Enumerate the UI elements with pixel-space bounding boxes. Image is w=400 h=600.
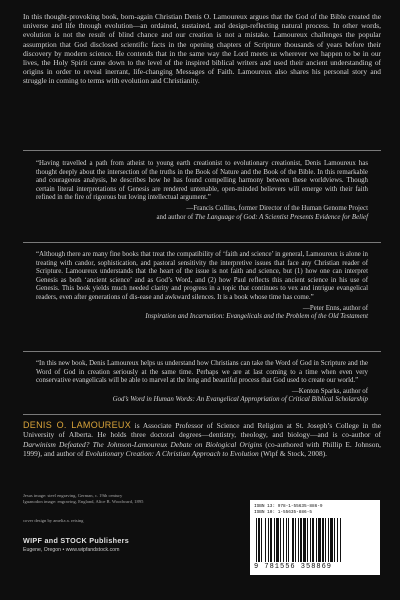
divider — [23, 414, 381, 415]
barcode-digits: 9 781556 358869 — [254, 563, 333, 571]
barcode-bar — [268, 518, 269, 562]
barcode-bar — [330, 518, 333, 562]
barcode-bar — [261, 518, 262, 562]
barcode-bar — [322, 518, 324, 562]
barcode-bar — [270, 518, 272, 562]
barcode-bar — [298, 518, 299, 562]
endorsement-quote — [36, 160, 368, 222]
book-blurb: In this thought-provoking book, born-again Christian Denis O. Lamoureux argues that the God of the Bible created the universe and life through evolution—an ordained, sustained, and design-reflecting natural process. In other words, evolution is not the result of blind chance and our creation is not a mistake. Lamoureux challenges the popular assumption that God disclosed scientific facts in the opening chapters of Scripture thousands of years before their discovery by modern science. He contends that in the same way the Lord meets us wherever we happen to be in our lives, the Holy Spirit came down to the level of the inspired biblical writers and used their ancient understanding of origins in order to reveal inerrant, life-changing Messages of Faith. Lamoureux also shares his personal story and struggle in coming to terms with evolution and Christianity. — [23, 12, 381, 86]
barcode-bar — [256, 518, 257, 562]
bio-book-title: Evolutionary Creation: A Christian Approach to Evolution — [85, 448, 259, 458]
barcode-bar — [276, 518, 279, 562]
quote-author: —Francis Collins, former Director of the Human Genome Project — [186, 204, 368, 212]
quote-attribution — [36, 388, 368, 405]
endorsement-quote — [36, 251, 368, 322]
quote-attribution — [36, 305, 368, 322]
quote-source: Inspiration and Incarnation: Evangelicals and the Problem of the Old Testament — [145, 313, 368, 321]
barcode-bar — [328, 518, 329, 562]
quote-attribution — [36, 205, 368, 222]
barcode-bar — [283, 518, 284, 562]
image-credits — [23, 493, 213, 504]
barcode-bar — [318, 518, 321, 562]
barcode — [250, 500, 380, 575]
quote-author: —Peter Enns, author of — [302, 304, 368, 312]
author-bio — [23, 421, 381, 458]
barcode-bar — [292, 518, 294, 562]
barcode-bar — [337, 518, 338, 562]
barcode-bar — [307, 518, 308, 562]
divider — [23, 150, 381, 151]
author-name: DENIS O. LAMOUREUX — [23, 420, 132, 430]
bio-text: (Wipf & Stock, 2008). — [258, 448, 328, 458]
isbn-13: ISBN 13: 978-1-55635-886-9 — [254, 504, 323, 509]
quote-text: “Having travelled a path from atheist to young earth creationist to evolutionary creationist, Denis Lamoureux has thought deeply about the intersection of the truths in the Book of Nature and the Book of the Bible. In this remarkable and courageous analysis, he describes how he has found compelling harmony between these worldviews. Though certain literal interpretations of Genesis are rendered untenable, open-minded believers will emerge with their faith refined in the fire of rigorous but loving intellectual argument.” — [36, 160, 368, 202]
barcode-bar — [316, 518, 317, 562]
barcode-bar — [325, 518, 326, 562]
barcode-bar — [340, 518, 341, 562]
publisher-location: Eugene, Oregon • www.wipfandstock.com — [23, 547, 120, 553]
barcode-bar — [300, 518, 302, 562]
bio-text: is Associate Professor of Science and Religion at St. Joseph’s College in the University of Alberta. He holds three doctoral degrees—dentistry, theology, and biology—and is co-author of — [23, 421, 381, 440]
barcode-bar — [310, 518, 311, 562]
credit-line: Jesus image: steel engraving, German, c. 19th century — [23, 493, 123, 498]
endorsement-quote — [36, 360, 368, 405]
quote-source: God’s Word in Human Words: An Evangelical Appropriation of Critical Biblical Scholarship — [112, 396, 368, 404]
barcode-bars — [256, 518, 374, 562]
quote-source: The Language of God: A Scientist Presents Evidence for Belief — [194, 213, 368, 221]
barcode-bar — [295, 518, 296, 562]
barcode-bar — [286, 518, 287, 562]
quote-text: “In this new book, Denis Lamoureux helps us understand how Christians can take the Word of God in Scripture and the Word of God in creation seriously at the same time. Perhaps we are at last coming to a time when even very conservative evangelicals will be able to marvel at the long and beautiful process that God used to create our world.” — [36, 360, 368, 385]
barcode-bar — [265, 518, 266, 562]
barcode-bar — [258, 518, 260, 562]
quote-source-prefix: and author of — [156, 213, 195, 221]
divider — [23, 351, 381, 352]
divider — [23, 242, 381, 243]
credit-line: Iguanodon image: engraving, England, Alice B. Woodward, 1895 — [23, 498, 144, 504]
cover-design-credit: cover design by amelia a. reising — [23, 518, 84, 523]
bio-book-title: Darwinism Defeated? The Johnson-Lamoureux Debate on Biological Origins — [23, 439, 263, 449]
quote-author: —Kenton Sparks, author of — [291, 387, 368, 395]
bio-text: (co-authored with Phillip E. Johnson, 1999), and author of — [23, 439, 381, 458]
barcode-bar — [312, 518, 314, 562]
isbn-10: ISBN 10: 1-55635-886-5 — [254, 510, 312, 515]
barcode-bar — [274, 518, 275, 562]
quote-text: “Although there are many fine books that treat the compatibility of ‘faith and science’ in general, Lamoureux is alone in treating with candor, sophistication, and pastoral sensitivity the interpretive issues that face any Christian reader of Scripture. Lamoureux understands that the heart of the issue is not faith and science, but (1) how one can interpret Genesis as both ‘ancient science’ and as God’s Word, and (2) how Paul reflects this ancient science in his use of Genesis. This book yields much needed clarity and progress in a topic that continues to vex and intrigue evangelical readers, even after generations of dis-ease and awkward silences. It is a book whose time has come.” — [36, 251, 368, 301]
publisher-name: WIPF and STOCK Publishers — [23, 536, 130, 545]
barcode-bar — [288, 518, 289, 562]
barcode-bar — [334, 518, 335, 562]
barcode-bar — [280, 518, 281, 562]
barcode-bar — [303, 518, 306, 562]
